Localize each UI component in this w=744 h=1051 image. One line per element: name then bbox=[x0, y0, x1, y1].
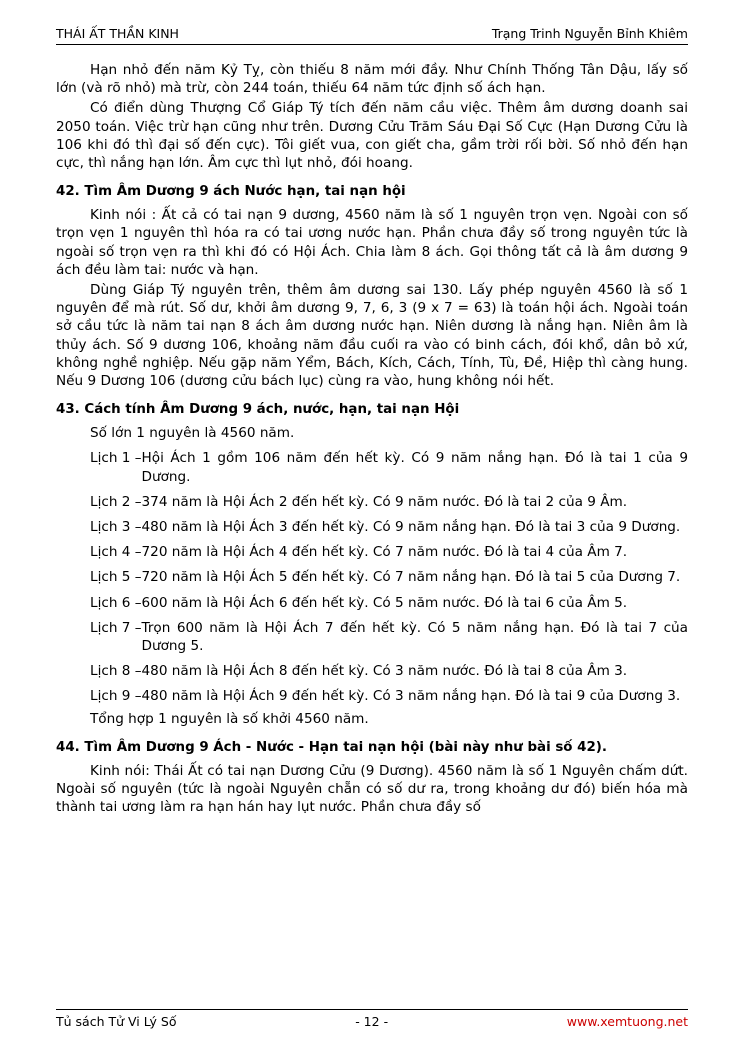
list-item bbox=[56, 662, 688, 680]
paragraph-2: Có điển dùng Thượng Cổ Giáp Tý tích đến năm cầu việc. Thêm âm dương doanh sai 2050 toán. Việc trừ hạn cũng như trên. Dương Cửu Trăm Sáu Đại Số Cực (Hạn Dương Cửu là 106 khi đó thì đại số đến cực). Tôi giết vua, con giết cha, gầm trời rối bời. Số nhỏ đến hạn cực, thì nắng hạn lớn. Âm cực thì lụt nhỏ, đói hoang. bbox=[56, 100, 688, 172]
list-item-text: 480 năm là Hội Ách 9 đến hết kỳ. Có 3 năm nắng hạn. Đó là tai 9 của Dương 3. bbox=[141, 688, 681, 705]
list-item bbox=[56, 568, 688, 586]
list-item-text: 720 năm là Hội Ách 4 đến hết kỳ. Có 7 năm nước. Đó là tai 4 của Âm 7. bbox=[141, 544, 628, 561]
list-item-text: Trọn 600 năm là Hội Ách 7 đến hết kỳ. Có 5 năm nắng hạn. Đó là tai 7 của Dương 5. bbox=[141, 619, 688, 654]
list-item-label: Lịch 9 – bbox=[90, 688, 142, 705]
section-heading-42: 42. Tìm Âm Dương 9 ách Nước hạn, tai nạn hội bbox=[56, 184, 406, 200]
page-footer bbox=[56, 1009, 688, 1029]
list-item-label: Lịch 3 – bbox=[90, 518, 142, 535]
list-item bbox=[56, 619, 688, 655]
list-item-label: Lịch 4 – bbox=[90, 544, 142, 561]
page-header bbox=[56, 26, 688, 44]
list-item bbox=[56, 518, 688, 536]
list-item-label: Lịch 6 – bbox=[90, 594, 142, 611]
header-divider bbox=[56, 44, 688, 45]
paragraph-5: Số lớn 1 nguyên là 4560 năm. bbox=[90, 425, 295, 442]
list-item-text: 720 năm là Hội Ách 5 đến hết kỳ. Có 7 năm nắng hạn. Đó là tai 5 của Dương 7. bbox=[141, 569, 681, 586]
header-left-title: THÁI ẤT THẦN KINH bbox=[56, 26, 179, 41]
footer-divider bbox=[56, 1009, 688, 1010]
list-item-text: 374 năm là Hội Ách 2 đến hết kỳ. Có 9 năm nước. Đó là tai 2 của 9 Âm. bbox=[141, 493, 628, 510]
list-item-label: Lịch 8 – bbox=[90, 663, 142, 680]
paragraph-6: Tổng hợp 1 nguyên là số khởi 4560 năm. bbox=[90, 710, 369, 727]
header-right-title: Trạng Trinh Nguyễn Bỉnh Khiêm bbox=[491, 26, 688, 41]
list-item bbox=[56, 449, 688, 485]
paragraph-3: Kinh nói : Ất cả có tai nạn 9 dương, 4560 năm là số 1 nguyên trọn vẹn. Ngoài con số trọn vẹn 1 nguyên thì hóa ra có tai ương nước hạn. Phần chưa đầy số trong nguyên tức là ngoài số trọn vẹn ra thì khi đó có Hội Ách. Chia làm 8 ách. Gọi thông tất cả là âm dương 9 ách đều làm tai: nước và hạn. bbox=[56, 207, 688, 278]
list-item-text: Hội Ách 1 gồm 106 năm đến hết kỳ. Có 9 năm nắng hạn. Đó là tai 1 của 9 Dương. bbox=[141, 450, 688, 485]
footer-left-text: Tủ sách Tử Vi Lý Số bbox=[56, 1014, 177, 1029]
list-item-text: 480 năm là Hội Ách 3 đến hết kỳ. Có 9 năm nắng hạn. Đó là tai 3 của 9 Dương. bbox=[141, 518, 681, 535]
list-item-label: Lịch 1 – bbox=[90, 450, 142, 467]
list-item-label: Lịch 2 – bbox=[90, 493, 142, 510]
list-item bbox=[56, 687, 688, 705]
list-item-label: Lịch 5 – bbox=[90, 569, 142, 586]
paragraph-4: Dùng Giáp Tý nguyên trên, thêm âm dương sai 130. Lấy phép nguyên 4560 là số 1 nguyên để mà rút. Số dư, khởi âm dương 9, 7, 6, 3 (9 x 7 = 63) là toán hội ách. Ngoài toán sở cầu tức là năm tai nạn 8 ách âm dương nước hạn. Niên dương là nắng hạn. Niên âm là thủy ách. Số 9 dương 106, khoảng năm đầu cuối ra vào có binh cách, đói khổ, dân bỏ xứ, không nghề nghiệp. Nếu gặp năm Yểm, Bách, Kích, Cách, Tính, Tù, Đề, Hiệp thì càng hung. Nếu 9 Dương 106 (dương cửu bách lục) cùng ra vào, hung không nói hết. bbox=[56, 281, 688, 389]
list-item-text: 600 năm là Hội Ách 6 đến hết kỳ. Có 5 năm nước. Đó là tai 6 của Âm 5. bbox=[141, 594, 628, 611]
list-item-label: Lịch 7 – bbox=[90, 619, 142, 636]
section-heading-44: 44. Tìm Âm Dương 9 Ách - Nước - Hạn tai nạn hội (bài này như bài số 42). bbox=[56, 739, 608, 755]
list-item bbox=[56, 594, 688, 612]
paragraph-7: Kinh nói: Thái Ất có tai nạn Dương Cửu (9 Dương). 4560 năm là số 1 Nguyên chấm dứt. Ngoài số nguyên (tức là ngoài Nguyên chẵn có số dư ra, trong khoảng dư đó) biến hóa mà thành tai ương làm ra hạn hán hay lụt nước. Phần chưa đầy số bbox=[56, 762, 688, 816]
page-content bbox=[56, 61, 688, 816]
footer-website-link[interactable]: www.xemtuong.net bbox=[566, 1014, 688, 1029]
list-item-text: 480 năm là Hội Ách 8 đến hết kỳ. Có 3 năm nước. Đó là tai 8 của Âm 3. bbox=[141, 663, 628, 680]
page-number: - 12 - bbox=[355, 1014, 389, 1029]
list-item bbox=[56, 543, 688, 561]
list-item bbox=[56, 493, 688, 511]
section-heading-43: 43. Cách tính Âm Dương 9 ách, nước, hạn, tai nạn Hội bbox=[56, 402, 460, 418]
paragraph-1: Hạn nhỏ đến năm Kỷ Tỵ, còn thiếu 8 năm mới đầy. Như Chính Thống Tân Dậu, lấy số lớn (và rõ nhỏ) mà trừ, còn 244 toán, thiếu 64 năm tức định số ách hạn. bbox=[56, 62, 688, 97]
